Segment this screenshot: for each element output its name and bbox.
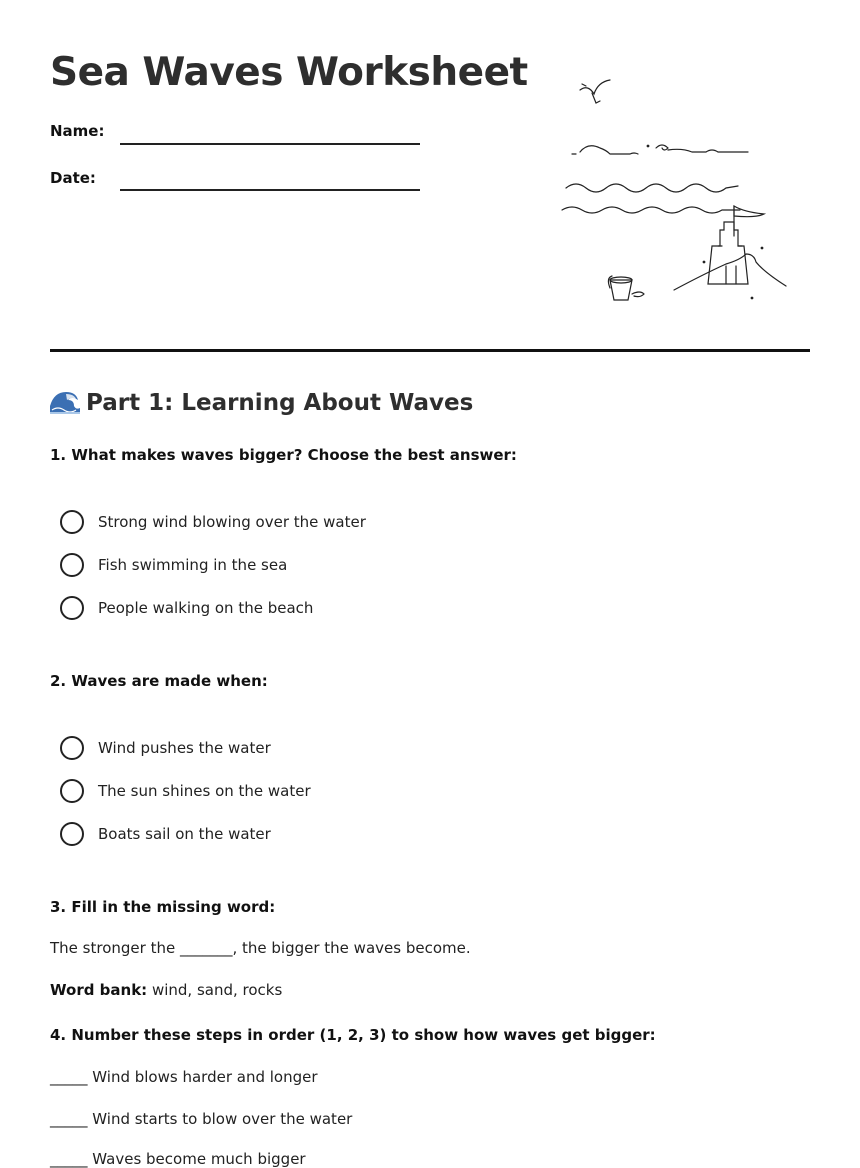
step-text: Wind starts to blow over the water — [92, 1110, 353, 1128]
ocean-wave-emoji-icon — [50, 388, 80, 414]
date-field[interactable] — [120, 189, 420, 191]
fill-blank[interactable]: _______ — [179, 939, 233, 957]
sentence-start: The stronger the — [50, 939, 180, 957]
option-label: Fish swimming in the sea — [98, 556, 288, 574]
q2-option-1[interactable] — [60, 736, 271, 760]
q1-option-1[interactable] — [60, 510, 366, 534]
step-text: Wind blows harder and longer — [92, 1068, 318, 1086]
question-1: 1. What makes waves bigger? Choose the best answer: — [50, 446, 517, 464]
step-item — [50, 1150, 306, 1168]
radio-button[interactable] — [60, 779, 84, 803]
q2-option-3[interactable] — [60, 822, 271, 846]
worksheet-title: Sea Waves Worksheet — [50, 50, 528, 95]
q2-option-2[interactable] — [60, 779, 311, 803]
word-bank — [50, 981, 282, 999]
sentence-end: , the bigger the waves become. — [232, 939, 471, 957]
option-label: Strong wind blowing over the water — [98, 513, 366, 531]
step-number-blank[interactable]: _____ — [50, 1110, 88, 1128]
option-label: People walking on the beach — [98, 599, 314, 617]
section-divider — [50, 349, 810, 352]
radio-button[interactable] — [60, 736, 84, 760]
q1-option-2[interactable] — [60, 553, 287, 577]
word-bank-label: Word bank: — [50, 981, 148, 999]
radio-button[interactable] — [60, 510, 84, 534]
part1-heading — [50, 388, 473, 416]
option-label: Wind pushes the water — [98, 739, 271, 757]
beach-illustration — [556, 76, 796, 308]
question-4: 4. Number these steps in order (1, 2, 3) to show how waves get bigger: — [50, 1026, 656, 1044]
question-2: 2. Waves are made when: — [50, 672, 268, 690]
step-item — [50, 1110, 352, 1128]
step-item — [50, 1068, 318, 1086]
step-number-blank[interactable]: _____ — [50, 1068, 88, 1086]
q1-option-3[interactable] — [60, 596, 313, 620]
option-label: Boats sail on the water — [98, 825, 271, 843]
step-number-blank[interactable]: _____ — [50, 1150, 88, 1168]
seagull-icon — [580, 80, 610, 103]
radio-button[interactable] — [60, 822, 84, 846]
word-bank-words: wind, sand, rocks — [147, 981, 283, 999]
name-field[interactable] — [120, 143, 420, 145]
question-3: 3. Fill in the missing word: — [50, 898, 276, 916]
part1-title: Part 1: Learning About Waves — [86, 390, 474, 416]
step-text: Waves become much bigger — [92, 1150, 306, 1168]
wave-lines-icon — [562, 145, 748, 213]
sandcastle-icon — [674, 222, 786, 299]
radio-button[interactable] — [60, 596, 84, 620]
bucket-icon — [608, 276, 644, 300]
name-label: Name: — [50, 122, 105, 140]
date-label: Date: — [50, 169, 96, 187]
radio-button[interactable] — [60, 553, 84, 577]
fill-in-sentence — [50, 939, 471, 957]
option-label: The sun shines on the water — [98, 782, 311, 800]
